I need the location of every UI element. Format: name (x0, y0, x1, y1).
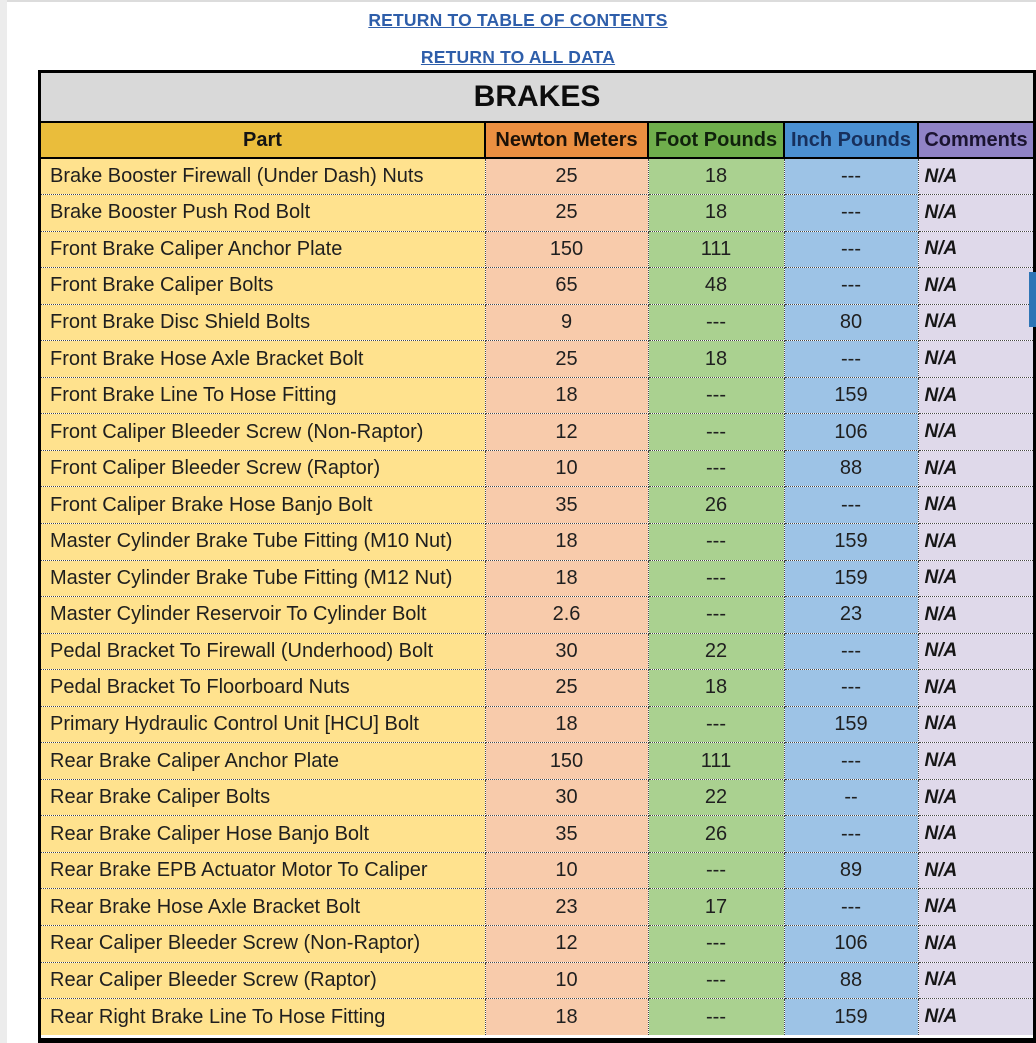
inch-pounds-cell: 159 (784, 523, 918, 560)
foot-pounds-cell: --- (648, 523, 784, 560)
inch-pounds-cell: 88 (784, 962, 918, 999)
inch-pounds-cell: 88 (784, 450, 918, 487)
part-cell: Master Cylinder Brake Tube Fitting (M10 Nut) (41, 523, 485, 560)
foot-pounds-cell: 17 (648, 889, 784, 926)
foot-pounds-cell: 22 (648, 633, 784, 670)
comments-cell: N/A (918, 889, 1033, 926)
comments-cell: N/A (918, 414, 1033, 451)
comments-cell: N/A (918, 706, 1033, 743)
foot-pounds-cell: 26 (648, 487, 784, 524)
inch-pounds-cell: 23 (784, 597, 918, 634)
return-to-table-of-contents-link[interactable]: RETURN TO TABLE OF CONTENTS (368, 10, 668, 30)
part-cell: Front Brake Hose Axle Bracket Bolt (41, 341, 485, 378)
newton-meters-cell: 150 (485, 743, 648, 780)
foot-pounds-cell: 111 (648, 231, 784, 268)
newton-meters-cell: 150 (485, 231, 648, 268)
table-body (41, 158, 1033, 1035)
inch-pounds-cell: 80 (784, 304, 918, 341)
torque-spec-table (41, 123, 1033, 1035)
newton-meters-cell: 25 (485, 670, 648, 707)
table-row (41, 195, 1033, 232)
part-cell: Front Caliper Bleeder Screw (Non-Raptor) (41, 414, 485, 451)
column-header-comments: Comments (918, 123, 1033, 158)
table-row (41, 706, 1033, 743)
inch-pounds-cell: -- (784, 779, 918, 816)
part-cell: Rear Brake Hose Axle Bracket Bolt (41, 889, 485, 926)
brakes-table (38, 70, 1036, 1043)
newton-meters-cell: 18 (485, 377, 648, 414)
foot-pounds-cell: 18 (648, 195, 784, 232)
inch-pounds-cell: --- (784, 487, 918, 524)
part-cell: Rear Brake EPB Actuator Motor To Caliper (41, 852, 485, 889)
column-header-part: Part (41, 123, 485, 158)
table-row (41, 633, 1033, 670)
newton-meters-cell: 10 (485, 962, 648, 999)
table-row (41, 743, 1033, 780)
newton-meters-cell: 25 (485, 341, 648, 378)
table-row (41, 487, 1033, 524)
newton-meters-cell: 35 (485, 487, 648, 524)
part-cell: Rear Right Brake Line To Hose Fitting (41, 999, 485, 1036)
newton-meters-cell: 30 (485, 779, 648, 816)
inch-pounds-cell: 159 (784, 560, 918, 597)
comments-cell: N/A (918, 377, 1033, 414)
part-cell: Rear Brake Caliper Anchor Plate (41, 743, 485, 780)
part-cell: Rear Brake Caliper Bolts (41, 779, 485, 816)
inch-pounds-cell: --- (784, 743, 918, 780)
inch-pounds-cell: --- (784, 816, 918, 853)
foot-pounds-cell: --- (648, 962, 784, 999)
table-row (41, 560, 1033, 597)
return-to-all-data-link[interactable]: RETURN TO ALL DATA (420, 47, 616, 67)
inch-pounds-cell: 159 (784, 999, 918, 1036)
foot-pounds-cell: --- (648, 414, 784, 451)
foot-pounds-cell: --- (648, 999, 784, 1036)
scrollbar-fragment[interactable] (1029, 272, 1036, 327)
comments-cell: N/A (918, 779, 1033, 816)
newton-meters-cell: 25 (485, 158, 648, 195)
column-header-newton-meters: Newton Meters (485, 123, 648, 158)
table-row (41, 158, 1033, 195)
part-cell: Brake Booster Firewall (Under Dash) Nuts (41, 158, 485, 195)
inch-pounds-cell: 159 (784, 377, 918, 414)
comments-cell: N/A (918, 523, 1033, 560)
comments-cell: N/A (918, 304, 1033, 341)
table-row (41, 779, 1033, 816)
part-cell: Front Brake Caliper Anchor Plate (41, 231, 485, 268)
inch-pounds-cell: --- (784, 670, 918, 707)
foot-pounds-cell: --- (648, 304, 784, 341)
comments-cell: N/A (918, 231, 1033, 268)
inch-pounds-cell: --- (784, 158, 918, 195)
foot-pounds-cell: 18 (648, 670, 784, 707)
comments-cell: N/A (918, 487, 1033, 524)
table-title: BRAKES (41, 73, 1033, 123)
table-row (41, 268, 1033, 305)
newton-meters-cell: 35 (485, 816, 648, 853)
newton-meters-cell: 18 (485, 999, 648, 1036)
comments-cell: N/A (918, 816, 1033, 853)
part-cell: Master Cylinder Brake Tube Fitting (M12 Nut) (41, 560, 485, 597)
newton-meters-cell: 18 (485, 706, 648, 743)
table-row (41, 816, 1033, 853)
page-edge-top (0, 0, 1036, 2)
comments-cell: N/A (918, 158, 1033, 195)
inch-pounds-cell: --- (784, 341, 918, 378)
foot-pounds-cell: 26 (648, 816, 784, 853)
foot-pounds-cell: --- (648, 560, 784, 597)
inch-pounds-cell: 159 (784, 706, 918, 743)
part-cell: Primary Hydraulic Control Unit [HCU] Bolt (41, 706, 485, 743)
part-cell: Brake Booster Push Rod Bolt (41, 195, 485, 232)
comments-cell: N/A (918, 597, 1033, 634)
part-cell: Pedal Bracket To Floorboard Nuts (41, 670, 485, 707)
comments-cell: N/A (918, 560, 1033, 597)
table-row (41, 999, 1033, 1036)
table-row (41, 889, 1033, 926)
newton-meters-cell: 65 (485, 268, 648, 305)
newton-meters-cell: 10 (485, 852, 648, 889)
comments-cell: N/A (918, 670, 1033, 707)
newton-meters-cell: 30 (485, 633, 648, 670)
foot-pounds-cell: --- (648, 925, 784, 962)
table-row (41, 414, 1033, 451)
table-row (41, 377, 1033, 414)
table-row (41, 670, 1033, 707)
header-row (41, 123, 1033, 158)
foot-pounds-cell: 18 (648, 158, 784, 195)
comments-cell: N/A (918, 268, 1033, 305)
table-row (41, 852, 1033, 889)
inch-pounds-cell: --- (784, 268, 918, 305)
foot-pounds-cell: --- (648, 450, 784, 487)
foot-pounds-cell: 48 (648, 268, 784, 305)
part-cell: Pedal Bracket To Firewall (Underhood) Bolt (41, 633, 485, 670)
table-row (41, 597, 1033, 634)
column-header-foot-pounds: Foot Pounds (648, 123, 784, 158)
inch-pounds-cell: --- (784, 889, 918, 926)
inch-pounds-cell: --- (784, 231, 918, 268)
table-row (41, 962, 1033, 999)
table-row (41, 523, 1033, 560)
comments-cell: N/A (918, 450, 1033, 487)
table-row (41, 450, 1033, 487)
table-row (41, 925, 1033, 962)
foot-pounds-cell: --- (648, 597, 784, 634)
page-edge-left (0, 0, 7, 1043)
comments-cell: N/A (918, 341, 1033, 378)
inch-pounds-cell: 106 (784, 414, 918, 451)
table-row (41, 231, 1033, 268)
inch-pounds-cell: --- (784, 195, 918, 232)
part-cell: Front Caliper Bleeder Screw (Raptor) (41, 450, 485, 487)
newton-meters-cell: 10 (485, 450, 648, 487)
inch-pounds-cell: --- (784, 633, 918, 670)
foot-pounds-cell: --- (648, 852, 784, 889)
newton-meters-cell: 23 (485, 889, 648, 926)
comments-cell: N/A (918, 999, 1033, 1036)
foot-pounds-cell: --- (648, 377, 784, 414)
newton-meters-cell: 12 (485, 925, 648, 962)
part-cell: Master Cylinder Reservoir To Cylinder Bolt (41, 597, 485, 634)
foot-pounds-cell: --- (648, 706, 784, 743)
foot-pounds-cell: 22 (648, 779, 784, 816)
part-cell: Rear Caliper Bleeder Screw (Raptor) (41, 962, 485, 999)
newton-meters-cell: 12 (485, 414, 648, 451)
part-cell: Rear Brake Caliper Hose Banjo Bolt (41, 816, 485, 853)
part-cell: Rear Caliper Bleeder Screw (Non-Raptor) (41, 925, 485, 962)
comments-cell: N/A (918, 852, 1033, 889)
newton-meters-cell: 25 (485, 195, 648, 232)
table-row (41, 341, 1033, 378)
comments-cell: N/A (918, 195, 1033, 232)
comments-cell: N/A (918, 962, 1033, 999)
comments-cell: N/A (918, 633, 1033, 670)
newton-meters-cell: 18 (485, 523, 648, 560)
inch-pounds-cell: 106 (784, 925, 918, 962)
part-cell: Front Caliper Brake Hose Banjo Bolt (41, 487, 485, 524)
comments-cell: N/A (918, 743, 1033, 780)
foot-pounds-cell: 18 (648, 341, 784, 378)
newton-meters-cell: 18 (485, 560, 648, 597)
newton-meters-cell: 9 (485, 304, 648, 341)
part-cell: Front Brake Disc Shield Bolts (41, 304, 485, 341)
table-row (41, 304, 1033, 341)
newton-meters-cell: 2.6 (485, 597, 648, 634)
part-cell: Front Brake Caliper Bolts (41, 268, 485, 305)
part-cell: Front Brake Line To Hose Fitting (41, 377, 485, 414)
foot-pounds-cell: 111 (648, 743, 784, 780)
comments-cell: N/A (918, 925, 1033, 962)
inch-pounds-cell: 89 (784, 852, 918, 889)
column-header-inch-pounds: Inch Pounds (784, 123, 918, 158)
